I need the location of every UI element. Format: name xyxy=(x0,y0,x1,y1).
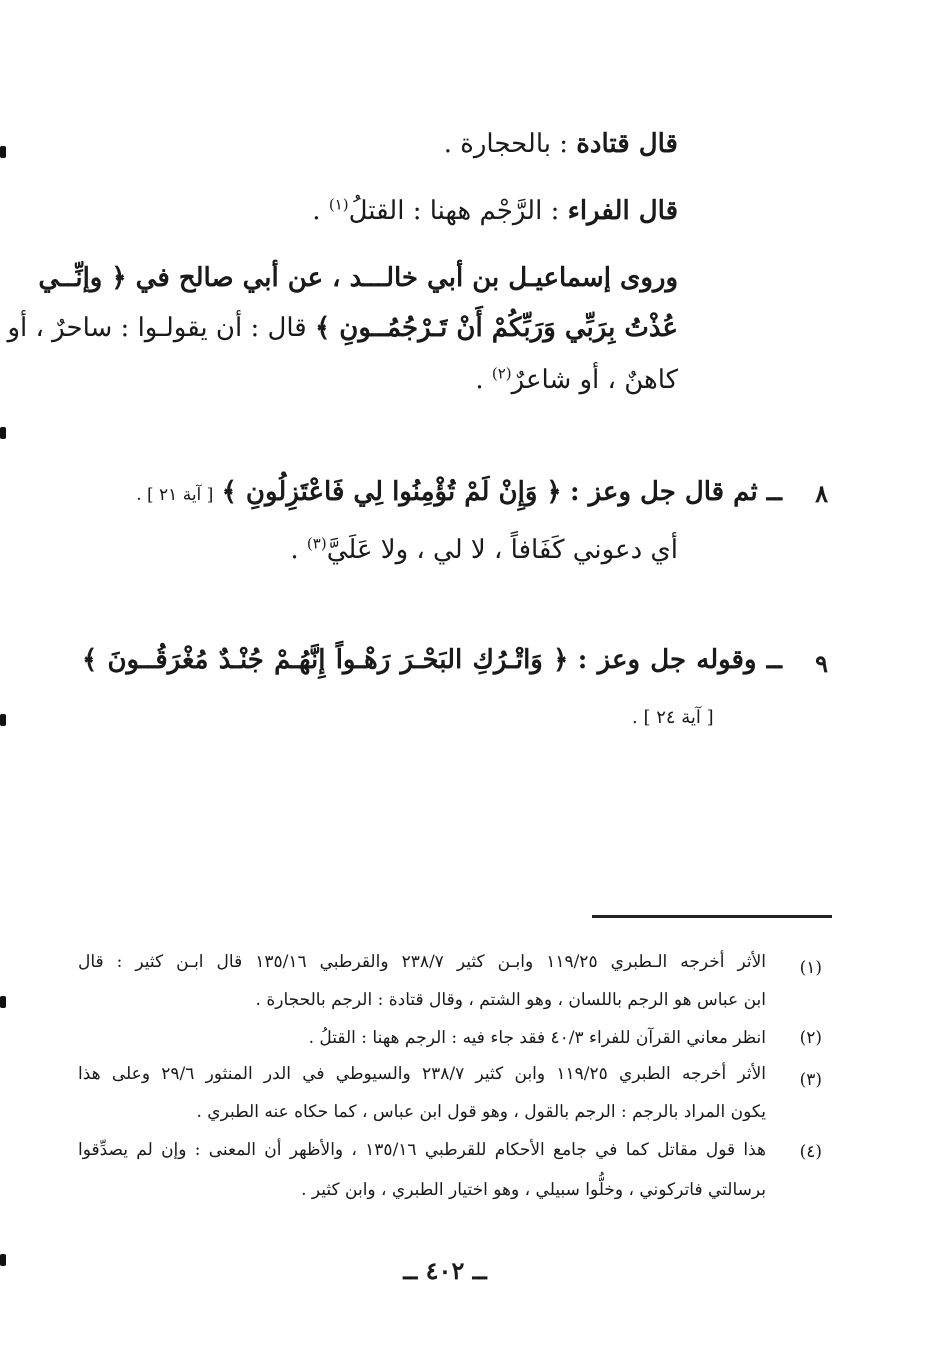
line-text: قال : أن يقولـوا : ساحرٌ ، أو xyxy=(7,313,307,343)
margin-mark xyxy=(0,427,6,439)
footnote-line: الأثر أخرجه الـطبري ١١٩/٢٥ وابـن كثير ٢٣٨/٧ والقرطبي ١٣٥/١٦ قال ابـن كثير : قال xyxy=(78,952,767,972)
margin-mark xyxy=(0,1254,6,1266)
text-line-continuation xyxy=(475,362,678,398)
item-9-heading xyxy=(82,642,782,678)
footnote-line: هذا قول مقاتل كما في جامع الأحكام للقرطبي ١٣٥/١٦ ، والأظهر أن المعنى : وإن لم يصدِّقوا xyxy=(78,1140,766,1160)
item-lead: ــ ثم قال جل وعز : xyxy=(569,477,782,507)
footnote-divider xyxy=(592,915,832,918)
footnote-number: (١) xyxy=(799,958,822,978)
footnote-line: انظر معاني القرآن للفراء ٤٠/٣ فقد جاء فيه : الرجم ههنا : القتلُ . xyxy=(308,1028,766,1048)
page-number: ــ ٤٠٢ ــ xyxy=(403,1256,487,1285)
margin-mark xyxy=(0,714,6,726)
line-text: أي دعوني كَفَافاً ، لا لي ، ولا عَلَيَّ xyxy=(326,535,678,565)
footnote-ref: (٢) xyxy=(491,364,512,383)
ayah-reference: [ آية ٢٤ ] . xyxy=(632,707,714,728)
item-lead: ــ وقوله جل وعز : xyxy=(577,645,782,675)
quran-verse: عُذْتُ بِرَبِّي وَرَبِّكُمْ أَنْ تَـرْجُمُــونِ ﴾ xyxy=(314,313,678,343)
text-line-narration: وروى إسماعيـل بن أبي خالـــد ، عن أبي صالح في ﴿ وإنِّــي xyxy=(38,263,678,293)
line-end: . xyxy=(312,196,321,226)
margin-mark xyxy=(0,146,6,158)
line-text: كاهنٌ ، أو شاعرٌ xyxy=(511,365,678,395)
line-end: . xyxy=(290,535,299,565)
footnote-ref: (٣) xyxy=(306,534,327,553)
footnote-line: الأثر أخرجه الطبري ١١٩/٢٥ وابن كثير ٢٣٨/٧ والسيوطي في الدر المنثور ٢٩/٦ وعلى هذا xyxy=(78,1064,766,1084)
footnote-ref: (١) xyxy=(328,195,349,214)
text-line-quran-quote xyxy=(7,310,678,346)
speaker-name: قال قتادة xyxy=(576,129,678,159)
item-8-heading xyxy=(136,474,782,513)
footnote-line: برسالتي فاتركوني ، وخلُّوا سبيلي ، وهو اختيار الطبري ، وابن كثير . xyxy=(301,1180,766,1200)
item-number: ٩ xyxy=(815,649,828,678)
footnote-number: (٢) xyxy=(799,1028,822,1048)
footnote-number: (٣) xyxy=(799,1070,822,1090)
line-text: : بالحجارة . xyxy=(443,129,569,159)
text-line-farra xyxy=(312,193,678,229)
margin-mark xyxy=(0,996,6,1008)
item-number: ٨ xyxy=(815,479,828,508)
text-line-qatada xyxy=(444,126,678,162)
line-end: . xyxy=(475,365,484,395)
item-8-gloss xyxy=(290,532,678,568)
quran-verse: ﴿ وَاتْـرُكِ البَحْـرَ رَهْـواً إِنَّهُـمْ جُنْـدٌ مُغْرَقُــونَ ﴾ xyxy=(82,645,569,675)
footnote-line: يكون المراد بالرجم : الرجم بالقول ، وهو قول ابن عباس ، كما حكاه عنه الطبري . xyxy=(196,1102,766,1122)
speaker-name: قال الفراء xyxy=(567,196,678,226)
footnote-number: (٤) xyxy=(799,1142,822,1162)
quran-verse: ﴿ وَإِنْ لَمْ تُؤْمِنُوا لِي فَاعْتَزِلُونِ ﴾ xyxy=(221,477,562,507)
line-text: : الرَّجْم ههنا : القتلُ xyxy=(348,196,560,226)
ayah-reference: [ آية ٢١ ] . xyxy=(136,485,214,505)
footnote-line: ابن عباس هو الرجم باللسان ، وهو الشتم ، وقال قتادة : الرجم بالحجارة . xyxy=(255,990,766,1010)
